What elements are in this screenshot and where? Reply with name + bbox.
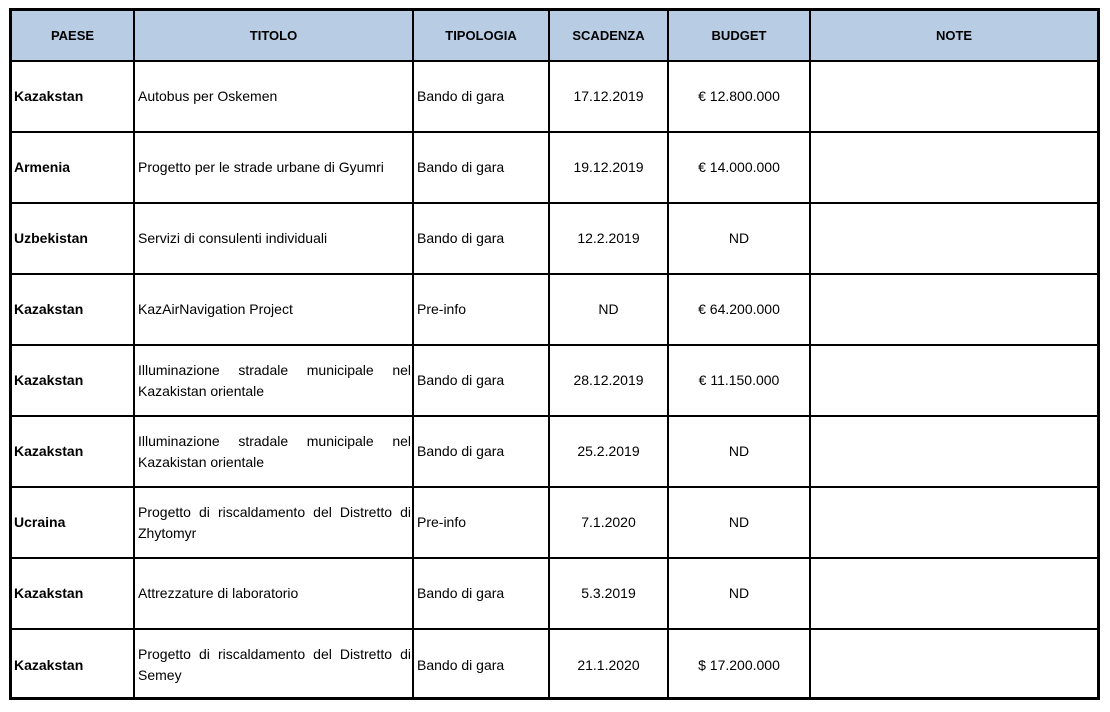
cell-scadenza: 21.1.2020 (549, 629, 668, 700)
cell-scadenza: 17.12.2019 (549, 61, 668, 132)
cell-budget: ND (668, 558, 810, 629)
header-budget: BUDGET (668, 11, 810, 61)
table-row (12, 132, 1097, 203)
table-row (12, 274, 1097, 345)
cell-paese: Ucraina (12, 487, 134, 558)
cell-titolo: Attrezzature di laboratorio (134, 558, 413, 629)
table-row (12, 629, 1097, 700)
cell-titolo: Servizi di consulenti individuali (134, 203, 413, 274)
table-row (12, 203, 1097, 274)
cell-note (810, 487, 1097, 558)
cell-note (810, 132, 1097, 203)
cell-scadenza: 19.12.2019 (549, 132, 668, 203)
header-scadenza: SCADENZA (549, 11, 668, 61)
cell-titolo: Progetto di riscaldamento del Distretto di Zhytomyr (134, 487, 413, 558)
cell-tipologia: Pre-info (413, 274, 549, 345)
cell-tipologia: Bando di gara (413, 132, 549, 203)
cell-titolo: Autobus per Oskemen (134, 61, 413, 132)
cell-note (810, 629, 1097, 700)
cell-budget: € 11.150.000 (668, 345, 810, 416)
cell-scadenza: 25.2.2019 (549, 416, 668, 487)
cell-paese: Kazakstan (12, 416, 134, 487)
cell-budget: ND (668, 203, 810, 274)
cell-titolo: Progetto per le strade urbane di Gyumri (134, 132, 413, 203)
cell-paese: Kazakstan (12, 629, 134, 700)
cell-note (810, 558, 1097, 629)
cell-tipologia: Bando di gara (413, 61, 549, 132)
cell-paese: Armenia (12, 132, 134, 203)
cell-budget: ND (668, 416, 810, 487)
cell-titolo: Progetto di riscaldamento del Distretto di Semey (134, 629, 413, 700)
cell-scadenza: 5.3.2019 (549, 558, 668, 629)
cell-note (810, 203, 1097, 274)
cell-titolo: KazAirNavigation Project (134, 274, 413, 345)
cell-paese: Kazakstan (12, 558, 134, 629)
cell-paese: Kazakstan (12, 274, 134, 345)
cell-tipologia: Bando di gara (413, 558, 549, 629)
cell-scadenza: ND (549, 274, 668, 345)
header-tipologia: TIPOLOGIA (413, 11, 549, 61)
cell-paese: Kazakstan (12, 61, 134, 132)
cell-note (810, 61, 1097, 132)
cell-tipologia: Bando di gara (413, 203, 549, 274)
cell-budget: ND (668, 487, 810, 558)
cell-note (810, 416, 1097, 487)
header-note: NOTE (810, 11, 1097, 61)
cell-scadenza: 12.2.2019 (549, 203, 668, 274)
table-row (12, 558, 1097, 629)
table-row (12, 61, 1097, 132)
cell-scadenza: 7.1.2020 (549, 487, 668, 558)
header-titolo: TITOLO (134, 11, 413, 61)
header-row (12, 11, 1097, 61)
cell-budget: € 14.000.000 (668, 132, 810, 203)
table-row (12, 345, 1097, 416)
tenders-table-frame (9, 8, 1100, 700)
cell-tipologia: Bando di gara (413, 416, 549, 487)
tenders-table (12, 11, 1097, 700)
cell-paese: Kazakstan (12, 345, 134, 416)
cell-tipologia: Bando di gara (413, 345, 549, 416)
cell-tipologia: Bando di gara (413, 629, 549, 700)
cell-budget: $ 17.200.000 (668, 629, 810, 700)
cell-scadenza: 28.12.2019 (549, 345, 668, 416)
cell-titolo: Illuminazione stradale municipale nel Kazakistan orientale (134, 345, 413, 416)
cell-tipologia: Pre-info (413, 487, 549, 558)
cell-paese: Uzbekistan (12, 203, 134, 274)
cell-budget: € 12.800.000 (668, 61, 810, 132)
table-row (12, 416, 1097, 487)
header-paese: PAESE (12, 11, 134, 61)
cell-note (810, 345, 1097, 416)
table-row (12, 487, 1097, 558)
cell-titolo: Illuminazione stradale municipale nel Kazakistan orientale (134, 416, 413, 487)
cell-note (810, 274, 1097, 345)
cell-budget: € 64.200.000 (668, 274, 810, 345)
